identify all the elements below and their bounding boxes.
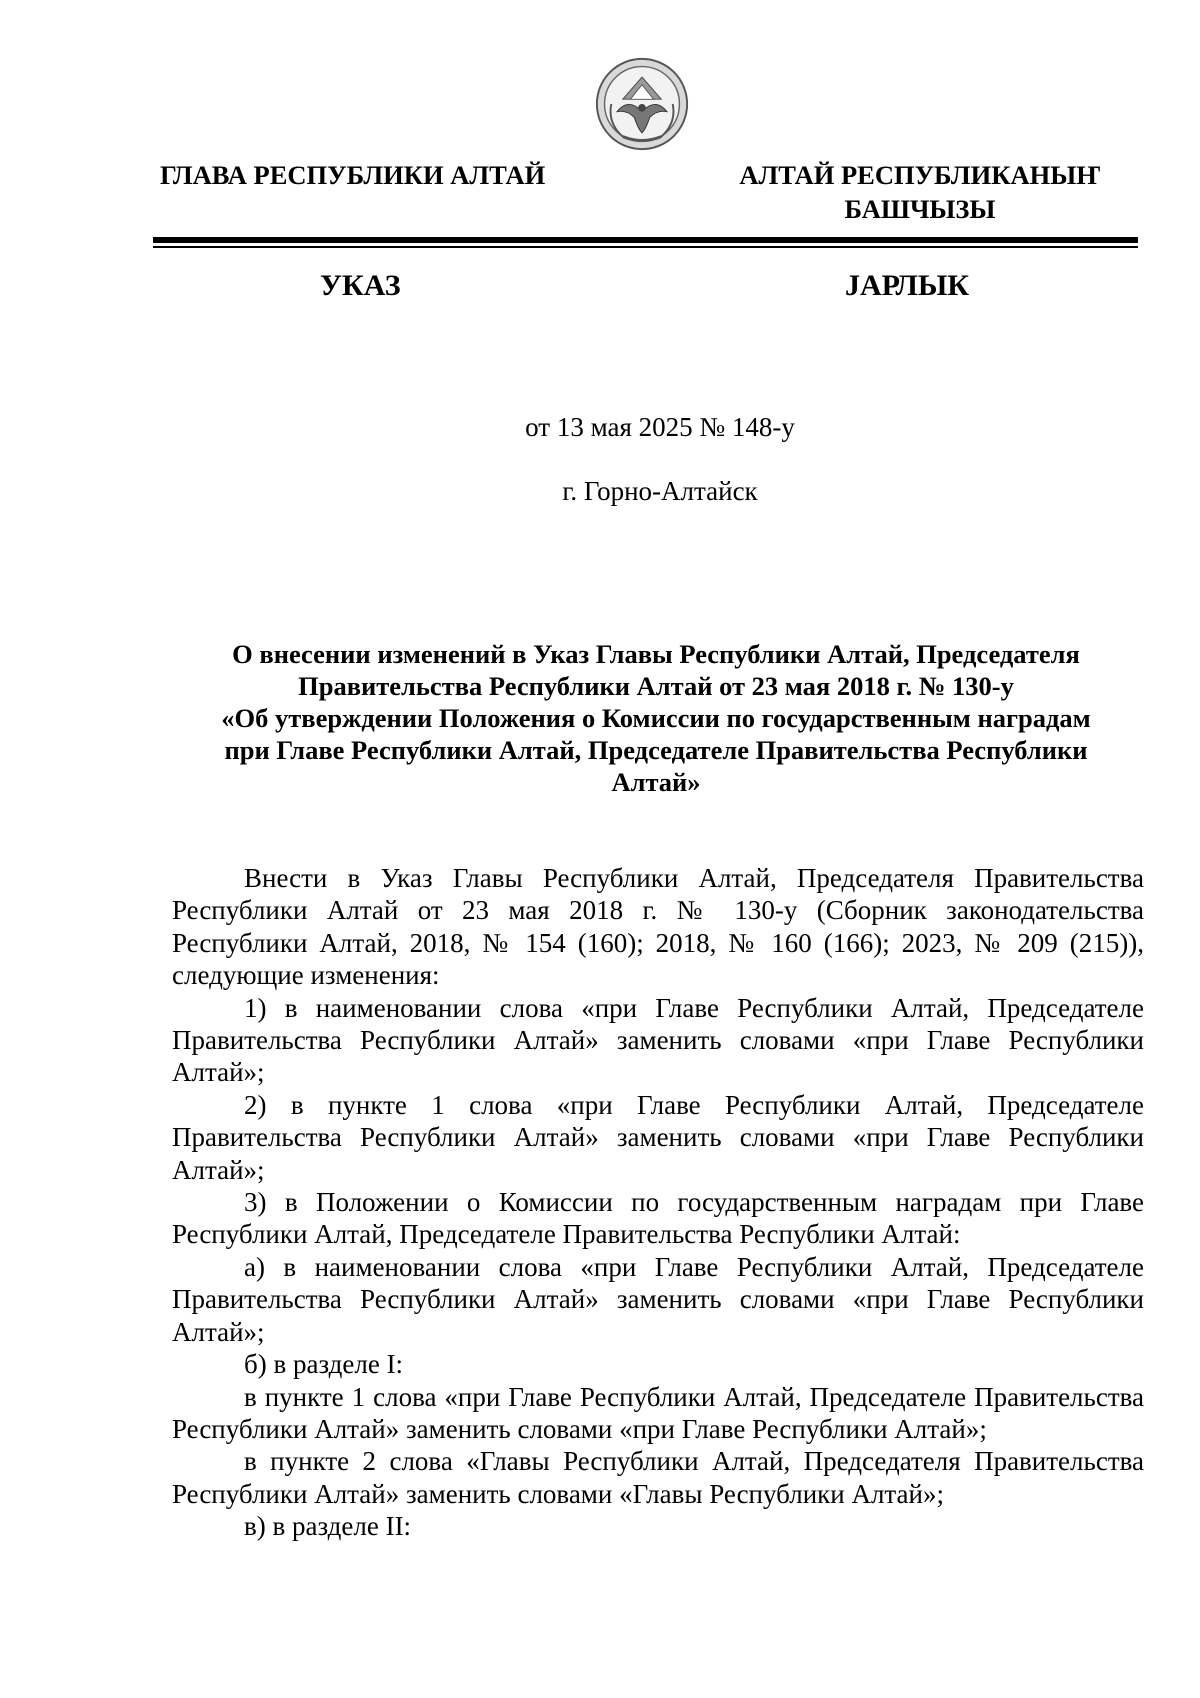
body-paragraph: б) в разделе I: xyxy=(244,1349,404,1380)
altai-coat-of-arms-emblem-icon xyxy=(594,56,690,152)
title-line: Правительства Республики Алтай от 23 мая 2018 г. № 130-у xyxy=(298,671,1014,701)
body-paragraph: 2) в пункте 1 слова «при Главе Республики Алтай, Председателе Правительства Республики Алтай» заменить словами «при Главе Республики Алтай»; xyxy=(172,1089,1144,1185)
body-paragraph: в пункте 2 слова «Главы Республики Алтай, Председателя Правительства Республики Алтай» заменить словами «Главы Республики Алтай»; xyxy=(172,1446,1144,1509)
title-line: Алтай» xyxy=(611,767,701,797)
header-right-title-line1: АЛТАЙ РЕСПУБЛИКАНЫҤ xyxy=(739,160,1101,190)
title-line: «Об утверждении Положения о Комиссии по государственным наградам xyxy=(221,703,1091,733)
body-paragraph: в пункте 1 слова «при Главе Республики Алтай, Председателе Правительства Республики Алтай» заменить словами «при Главе Республики Алтай»; xyxy=(172,1381,1144,1444)
header-divider-thin xyxy=(153,246,1138,248)
header-left-title: ГЛАВА РЕСПУБЛИКИ АЛТАЙ xyxy=(160,160,546,190)
header-right-title-line2: БАШЧЫЗЫ xyxy=(844,194,996,224)
body-paragraph: Внести в Указ Главы Республики Алтай, Председателя Правительства Республики Алтай от 23 мая 2018 г. № 130-у (Сборник законодательства Республики Алтай, 2018, № 154 (160); 2018, № 160 (166); 2023, № 209 (215)), следующие изменения: xyxy=(172,863,1144,991)
body-paragraph: 3) в Положении о Комиссии по государственным наградам при Главе Республики Алтай, Председателе Правительства Республики Алтай: xyxy=(172,1187,1144,1250)
document-title xyxy=(176,638,1136,798)
body-paragraph: в) в разделе II: xyxy=(244,1511,412,1542)
doc-type-right: ЈАРЛЫК xyxy=(845,269,970,302)
city-line: г. Горно-Алтайск xyxy=(562,476,758,506)
document-body xyxy=(172,862,1144,1543)
title-line: О внесении изменений в Указ Главы Республики Алтай, Председателя xyxy=(232,639,1080,669)
body-paragraph: а) в наименовании слова «при Главе Республики Алтай, Председателе Правительства Республики Алтай» заменить словами «при Главе Республики Алтай»; xyxy=(172,1251,1144,1347)
title-line: при Главе Республики Алтай, Председателе Правительства Республики xyxy=(224,735,1088,765)
date-number-line: от 13 мая 2025 № 148-у xyxy=(525,412,795,442)
doc-type-left: УКАЗ xyxy=(320,269,401,302)
header-divider-thick xyxy=(153,237,1138,243)
body-paragraph: 1) в наименовании слова «при Главе Республики Алтай, Председателе Правительства Республики Алтай» заменить словами «при Главе Республики Алтай»; xyxy=(172,992,1144,1088)
header-right-title xyxy=(700,158,1140,226)
